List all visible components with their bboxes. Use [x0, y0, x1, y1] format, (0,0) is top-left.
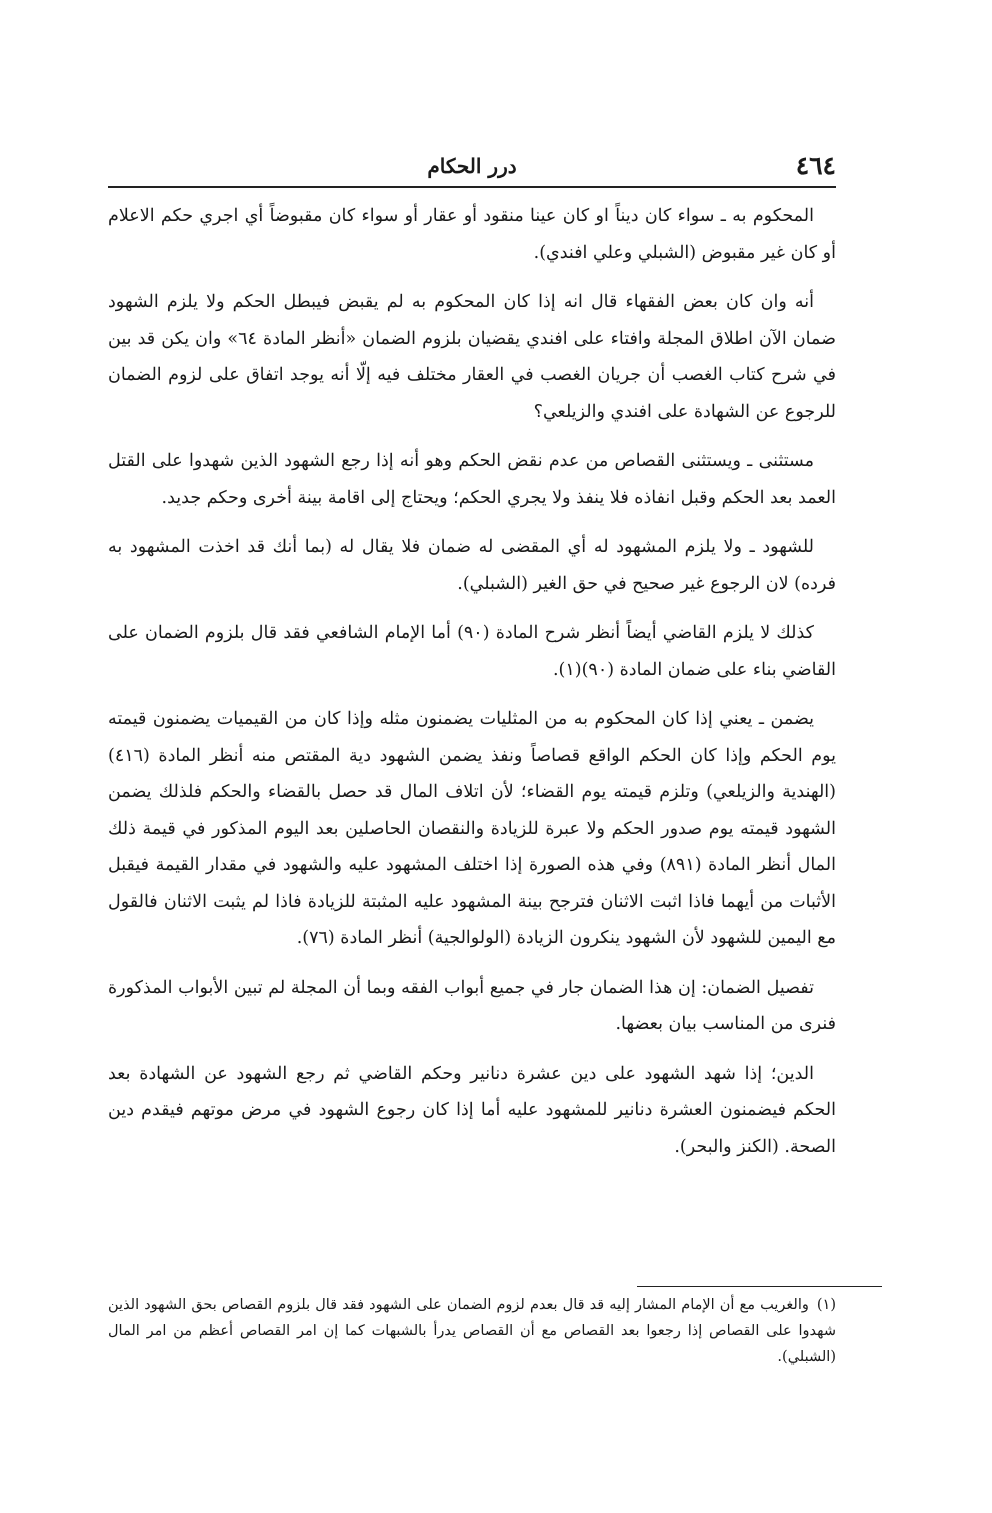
footnote-marker: (١) — [816, 1297, 836, 1313]
page-number: ٤٦٤ — [795, 151, 836, 180]
running-title: درر الحكام — [427, 154, 517, 178]
paragraph: مستثنى ـ ويستثنى القصاص من عدم نقض الحكم وهو أنه إذا رجع الشهود الذين شهدوا على القتل العمد بعد الحكم وقبل انفاذه فلا ينفذ ولا يجري الحكم؛ ويحتاج إلى اقامة بينة أخرى وحكم جديد. — [108, 451, 836, 508]
footnote-separator — [637, 1286, 882, 1287]
paragraph: أنه وان كان بعض الفقهاء قال انه إذا كان المحكوم به لم يقبض فيبطل الحكم ولا يلزم الشهود ضمان الآن اطلاق المجلة وافتاء على افندي يقضيان بلزوم الضمان «أنظر المادة ٦٤» وان يكن قد بين في شرح كتاب الغصب أن جريان الغصب في العقار مختلف فيه إلّا أنه يوجد اتفاق على لزوم الضمان للرجوع عن الشهادة على افندي والزيلعي؟ — [108, 292, 836, 422]
paragraph: للشهود ـ ولا يلزم المشهود له أي المقضى له ضمان فلا يقال له (بما أنك قد اخذت المشهود به فرده) لان الرجوع غير صحيح في حق الغير (الشبلي). — [108, 537, 836, 594]
paragraph: المحكوم به ـ سواء كان ديناً او كان عينا منقود أو عقار أو سواء كان مقبوضاً أي اجري حكم الاعلام أو كان غير مقبوض (الشبلي وعلي افندي). — [108, 206, 836, 263]
paragraph: تفصيل الضمان: إن هذا الضمان جار في جميع أبواب الفقه وبما أن المجلة لم تبين الأبواب المذكورة فنرى من المناسب بيان بعضها. — [108, 977, 836, 1034]
footnote-text: والغريب مع أن الإمام المشار إليه قد قال بعدم لزوم الضمان على الشهود فقد قال بلزوم القصاص بحق الشهود الذين شهدوا على القصاص إذا رجعوا بعد القصاص مع أن القصاص يدرأ بالشبهات كما إن امر القصاص أعظم من امر المال (الشبلي). — [108, 1297, 836, 1365]
body-text — [108, 198, 836, 1178]
paragraph: يضمن ـ يعني إذا كان المحكوم به من المثليات يضمنون مثله وإذا كان من القيميات يضمنون قيمته يوم الحكم وإذا كان الحكم الواقع قصاصاً ونفذ يضمن الشهود دية المقتص منه أنظر المادة (٤١٦) (الهندية والزيلعي) وتلزم قيمته يوم القضاء؛ لأن اتلاف المال قد حصل بالقضاء والحكم فلذلك يضمن الشهود قيمته يوم صدور الحكم ولا عبرة للزيادة والنقصان الحاصلين بعد اليوم المذكور في قيمة ذلك المال أنظر المادة (٨٩١) وفي هذه الصورة إذا اختلف المشهود عليه والشهود في مقدار القيمة فيقبل الأثبات من أيهما فاذا اثبت الاثنان فترجح بينة المشهود عليه المثبتة للزيادة فاذا لم يثبت الاثنان فالقول مع اليمين للشهود لأن الشهود ينكرون الزيادة (الولوالجية) أنظر المادة (٧٦). — [108, 709, 836, 948]
footnote — [108, 1292, 836, 1370]
paragraph: كذلك لا يلزم القاضي أيضاً أنظر شرح المادة (٩٠) أما الإمام الشافعي فقد قال بلزوم الضمان على القاضي بناء على ضمان المادة (٩٠)(١). — [108, 623, 836, 680]
page-header — [108, 150, 836, 188]
paragraph: الدين؛ إذا شهد الشهود على دين عشرة دنانير وحكم القاضي ثم رجع الشهود عن الشهادة بعد الحكم فيضمنون العشرة دنانير للمشهود عليه أما إذا كان رجوع الشهود في مرض موتهم فيقدم دين الصحة. (الكنز والبحر). — [108, 1063, 836, 1157]
